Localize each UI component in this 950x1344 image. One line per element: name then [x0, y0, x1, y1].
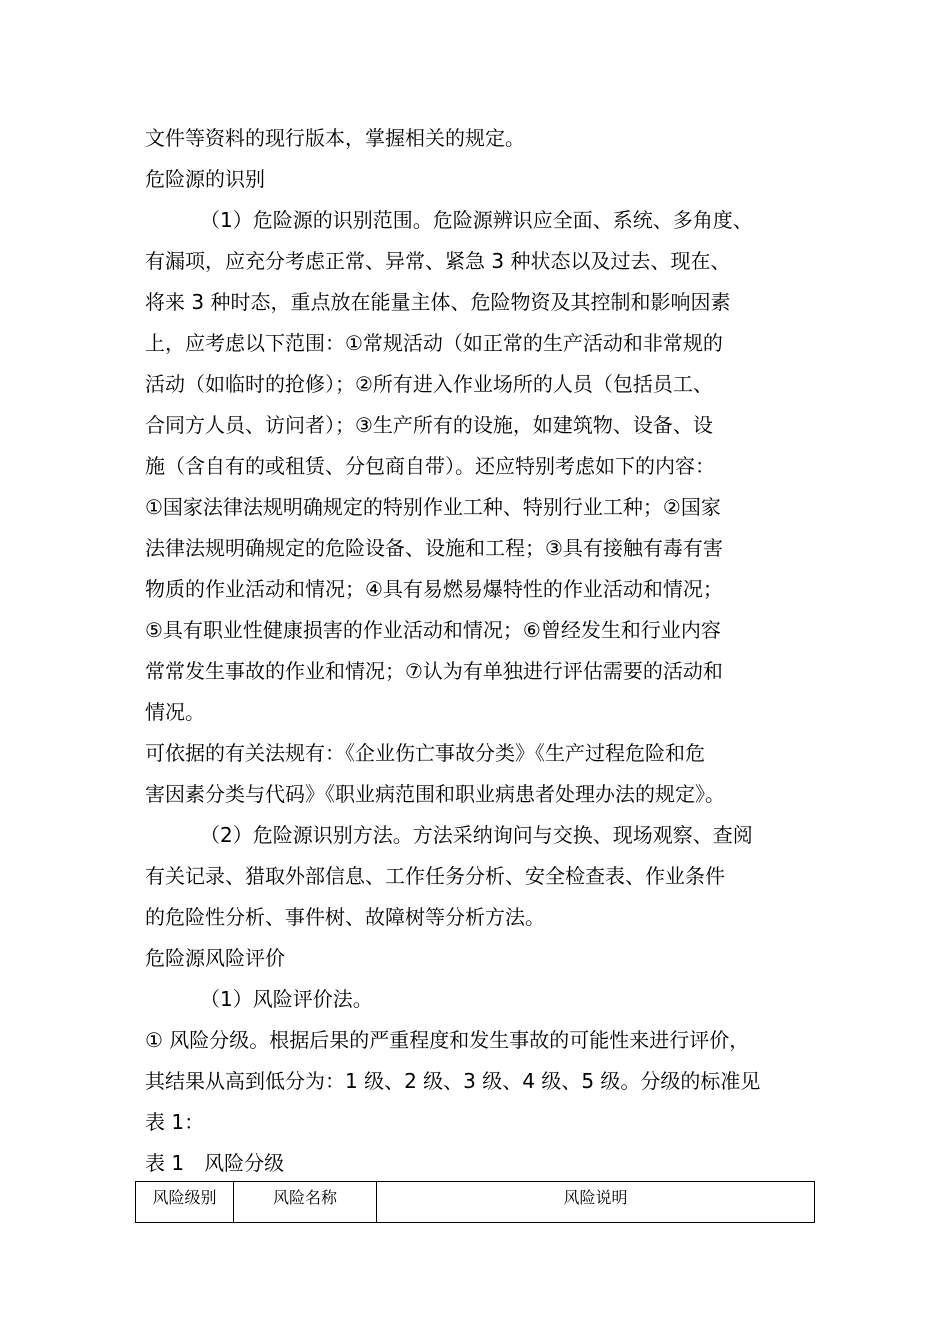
- paragraph-line: ⑤具有职业性健康损害的作业活动和情况；⑥曾经发生和行业内容: [145, 618, 721, 642]
- paragraph-line: （1）风险评价法。: [200, 987, 373, 1011]
- paragraph-line: 其结果从高到低分为：1 级、2 级、3 级、4 级、5 级。分级的标准见: [145, 1069, 761, 1093]
- paragraph-line: 常常发生事故的作业和情况；⑦认为有单独进行评估需要的活动和: [145, 659, 723, 683]
- table-caption: 表 1 风险分级: [145, 1151, 285, 1175]
- header-risk-level: 风险级别: [136, 1182, 234, 1223]
- paragraph-line: 有漏项，应充分考虑正常、异常、紧急 3 种状态以及过去、现在、: [145, 249, 731, 273]
- section-heading: 危险源的识别: [145, 167, 265, 191]
- paragraph-line: ①国家法律法规明确规定的特别作业工种、特别行业工种；②国家: [145, 495, 721, 519]
- paragraph-line: 害因素分类与代码》《职业病范围和职业病患者处理办法的规定》。: [145, 782, 725, 806]
- paragraph-line: 物质的作业活动和情况；④具有易燃易爆特性的作业活动和情况；: [145, 577, 723, 601]
- table-header-row: [136, 1182, 815, 1223]
- paragraph-line: 表 1：: [145, 1110, 205, 1134]
- header-risk-name: 风险名称: [234, 1182, 377, 1223]
- paragraph-line: （2）危险源识别方法。方法采纳询问与交换、现场观察、查阅: [200, 823, 753, 847]
- paragraph-line: 有关记录、猎取外部信息、工作任务分析、安全检查表、作业条件: [145, 864, 725, 888]
- paragraph-line: 文件等资料的现行版本，掌握相关的规定。: [145, 126, 525, 150]
- paragraph-line: 施（含自有的或租赁、分包商自带）。还应特别考虑如下的内容：: [145, 454, 715, 478]
- paragraph-line: 可依据的有关法规有：《企业伤亡事故分类》《生产过程危险和危: [145, 741, 705, 765]
- paragraph-line: 上，应考虑以下范围：①常规活动（如正常的生产活动和非常规的: [145, 331, 723, 355]
- paragraph-line: （1）危险源的识别范围。危险源辨识应全面、系统、多角度、: [200, 208, 753, 232]
- paragraph-line: 法律法规明确规定的危险设备、设施和工程；③具有接触有毒有害: [145, 536, 723, 560]
- paragraph-line: 的危险性分析、事件树、故障树等分析方法。: [145, 905, 545, 929]
- paragraph-line: 将来 3 种时态，重点放在能量主体、危险物资及其控制和影响因素: [145, 290, 731, 314]
- paragraph-line: 活动（如临时的抢修）；②所有进入作业场所的人员（包括员工、: [145, 372, 713, 396]
- section-heading: 危险源风险评价: [145, 946, 285, 970]
- header-risk-description: 风险说明: [377, 1182, 815, 1223]
- paragraph-line: ① 风险分级。根据后果的严重程度和发生事故的可能性来进行评价，: [145, 1028, 750, 1052]
- risk-level-table: [135, 1181, 815, 1223]
- paragraph-line: 合同方人员、访问者）；③生产所有的设施，如建筑物、设备、设: [145, 413, 713, 437]
- paragraph-line: 情况。: [145, 700, 205, 724]
